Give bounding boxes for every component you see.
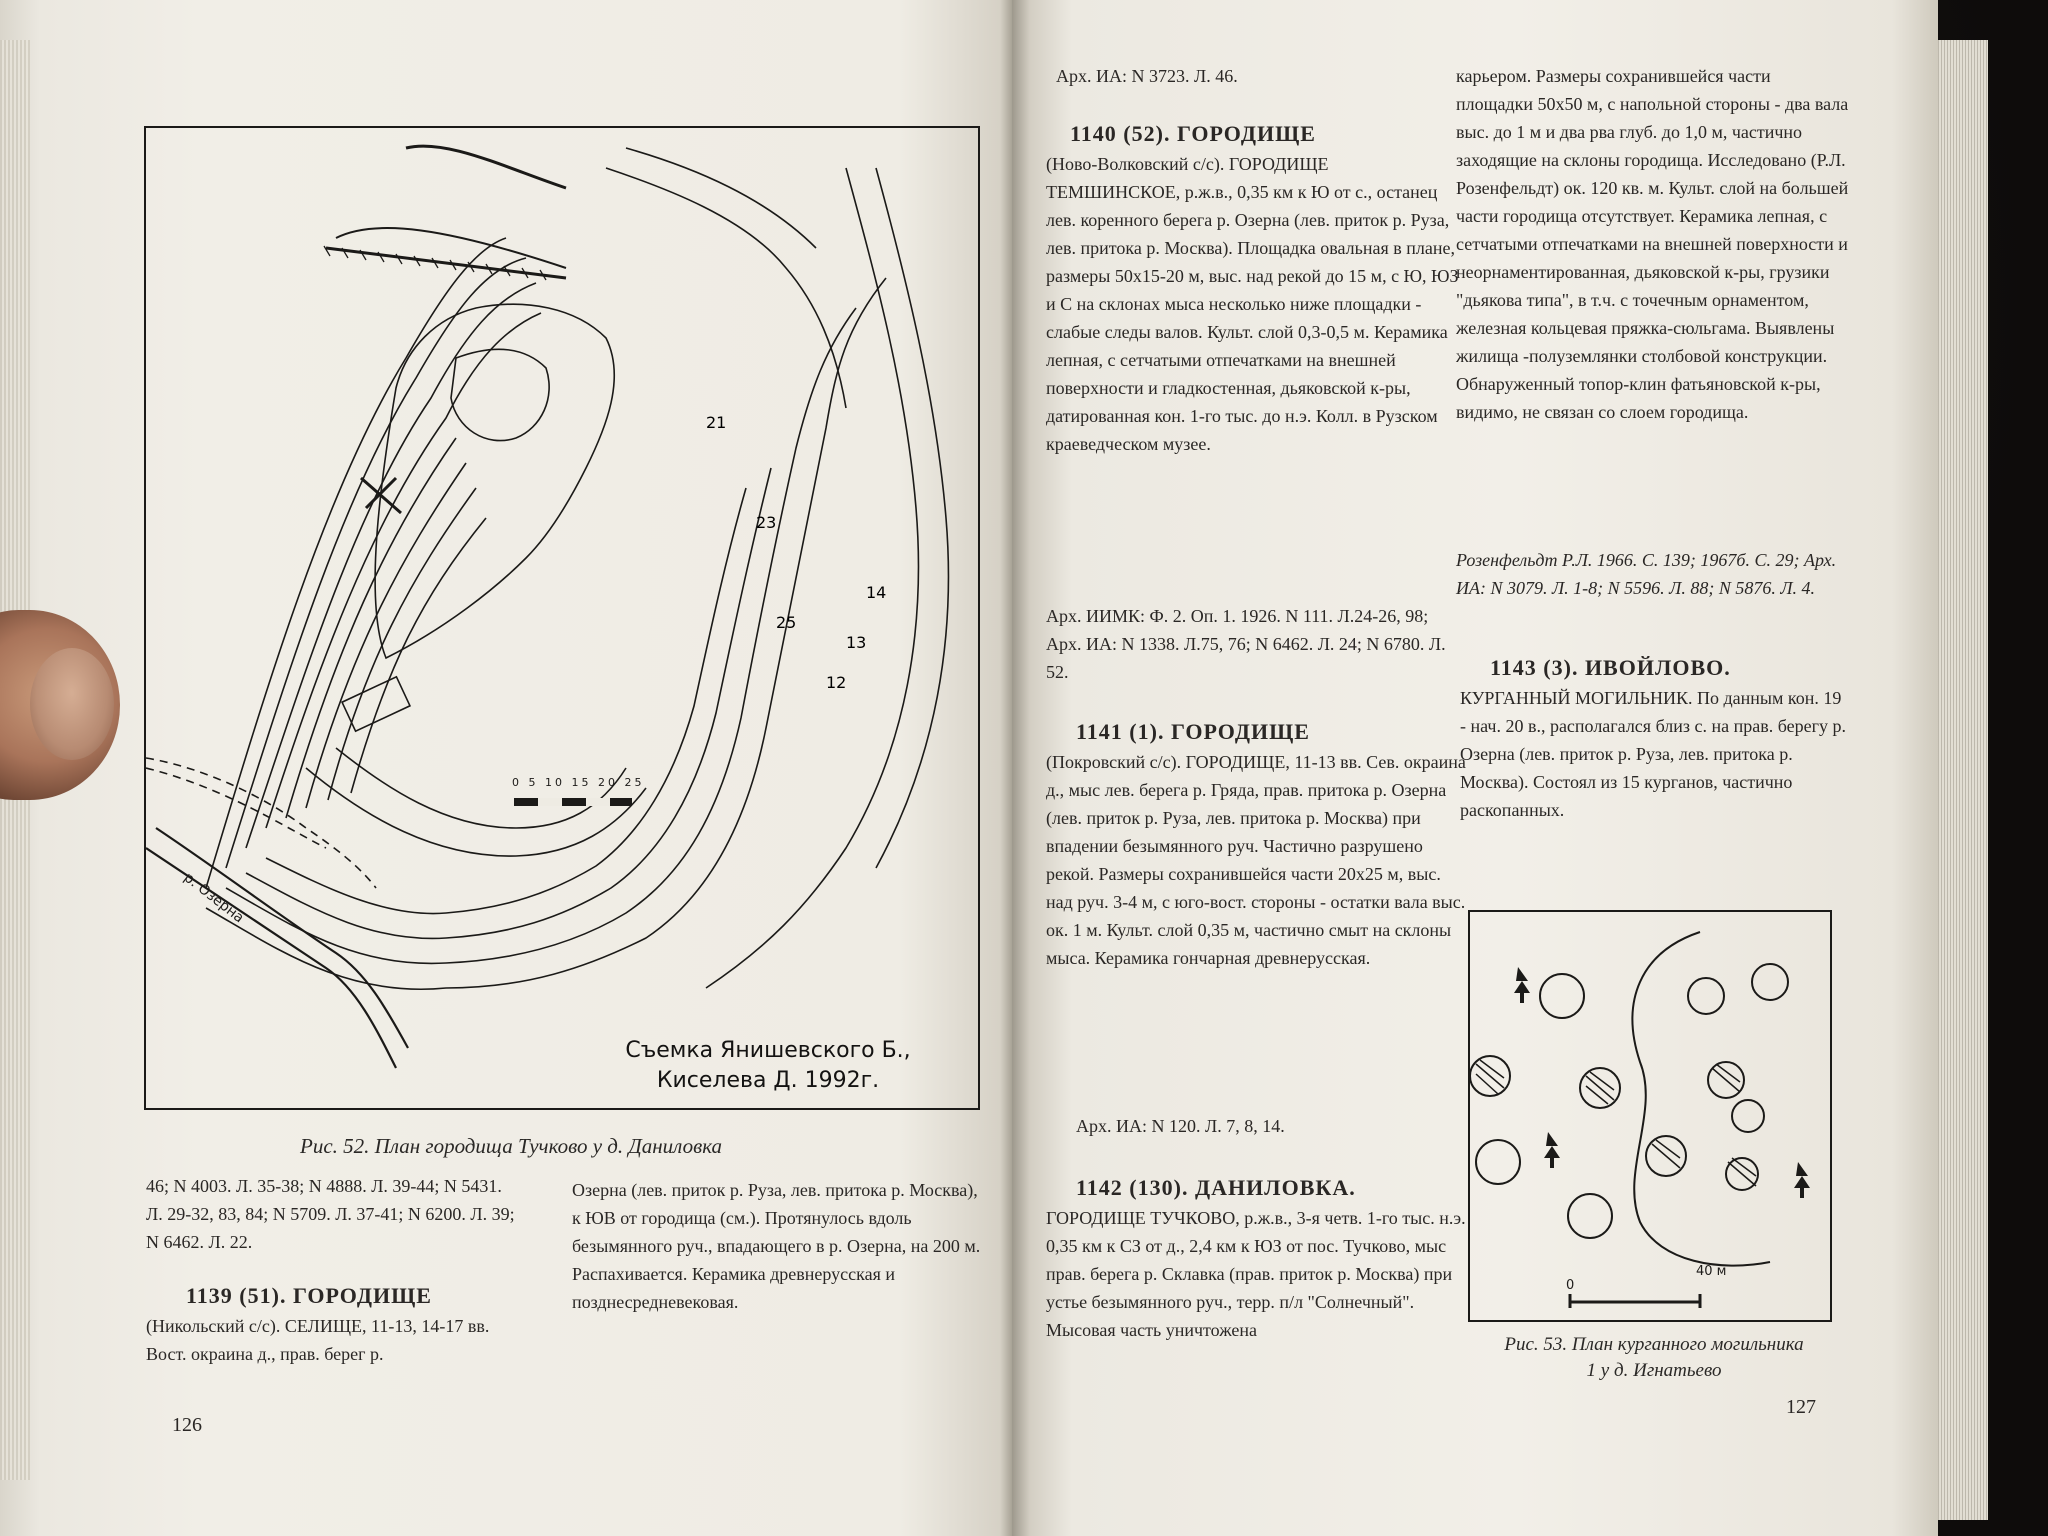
map-scale-bar: [514, 798, 632, 806]
entry-1142-heading: 1142 (130). ДАНИЛОВКА.: [1076, 1175, 1356, 1200]
entry-1140-text: (Ново-Волковский с/с). ГОРОДИЩЕ ТЕМШИНСКОЕ, р.ж.в., 0,35 км к Ю от с., останец лев. коренного берега р. Озерна (лев. приток р. Руза, лев. притока р. Москва). Площадка овальная в плане, размеры 50х15-20 м, выс. над рекой до 15 м, с Ю, ЮЗ и С на склонах мыса несколько ниже площадки - слабые следы валов. Культ. слой 0,3-0,5 м. Керамика лепная, с сетчатыми отпечатками на внешней поверхности и гладкостенная, дьяковской к-ры, датированная кон. 1-го тыс. до н.э. Колл. в Рузском краеведческом музее.: [1046, 154, 1459, 454]
entry-1142-text: ГОРОДИЩЕ ТУЧКОВО, р.ж.в., 3-я четв. 1-го тыс. н.э. 0,35 км к СЗ от д., 2,4 км к ЮЗ от пос. Тучково, мыс прав. берега р. Склавка (прав. приток р. Москва) при устье безымянного руч., терр. п/л "Солнечный". Мысовая часть уничтожена: [1046, 1208, 1466, 1340]
entry-1139-continued: Озерна (лев. приток р. Руза, лев. притока р. Москва), к ЮВ от городища (см.). Протянулось вдоль безымянного руч., впадающего в р. Озерна, на 200 м. Распахивается. Керамика древнерусская и позднесредневековая.: [572, 1180, 981, 1312]
figure-53-plan: [1468, 910, 1832, 1322]
entry-1140-heading: 1140 (52). ГОРОДИЩЕ: [1070, 121, 1316, 146]
contour-label: 21: [706, 413, 727, 432]
credit-line-1: Съемка Янишевского Б.,: [625, 1038, 911, 1063]
entry-1142-continued: карьером. Размеры сохранившейся части площадки 50х50 м, с напольной стороны - два вала выс. до 1 м и два рва глуб. до 1,0 м, частично заходящие на склоны городища. Исследовано (Р.Л. Розенфельдт) ок. 120 кв. м. Культ. слой на большей части городища отсутствует. Керамика лепная, с сетчатыми отпечатками на внешней поверхности и неорнаментированная, дьяковской к-ры, грузики "дьякова типа", в т.ч. с точечным орнаментом, железная кольцевая пряжка-сюльгама. Выявлены жилища -полуземлянки столбовой конструкции. Обнаруженный топор-клин фатьяновской к-ры, видимо, не связан со слоем городища.: [1456, 66, 1849, 422]
left-page: [0, 0, 1012, 1536]
entry-1143-heading: 1143 (3). ИВОЙЛОВО.: [1490, 655, 1731, 680]
contour-label: 14: [866, 583, 887, 602]
figure-52-map: [144, 126, 980, 1110]
refs-rozenfeldt: Розенфельдт Р.Л. 1966. С. 139; 1967б. С. 29; Арх. ИА: N 3079. Л. 1-8; N 5596. Л. 88; N 5876. Л. 4.: [1456, 550, 1837, 598]
tree-icons: [1514, 967, 1810, 1198]
fig53-scale-zero: 0: [1566, 1278, 1575, 1293]
contour-map: [146, 128, 978, 1108]
page-number-right: 127: [1786, 1396, 1816, 1418]
map-scale-label: 0 5 10 15 20 25: [512, 776, 645, 789]
contour-label: 25: [776, 613, 797, 632]
contour-label: 12: [826, 673, 847, 692]
entry-1140-archives: Арх. ИИМК: Ф. 2. Оп. 1. 1926. N 111. Л.24-26, 98; Арх. ИА: N 1338. Л.75, 76; N 6462. Л. 24; N 6780. Л. 52.: [1046, 606, 1446, 682]
fig53-caption-line2: 1 у д. Игнатьево: [1586, 1360, 1722, 1381]
contour-label: 23: [756, 513, 777, 532]
figure-52-caption: Рис. 52. План городища Тучково у д. Даниловка: [300, 1134, 722, 1158]
entry-1139-heading: 1139 (51). ГОРОДИЩЕ: [186, 1283, 432, 1308]
refs-continued: 46; N 4003. Л. 35-38; N 4888. Л. 39-44; N 5431. Л. 29-32, 83, 84; N 5709. Л. 37-41; N 6200. Л. 39; N 6462. Л. 22.: [146, 1176, 515, 1252]
credit-line-2: Киселева Д. 1992г.: [656, 1068, 880, 1093]
map-survey-credit: [578, 1036, 958, 1096]
page-number-left: 126: [172, 1414, 202, 1436]
entry-1141-text: (Покровский с/с). ГОРОДИЩЕ, 11-13 вв. Сев. окраина д., мыс лев. берега р. Гряда, прав. притока р. Озерна (лев. приток р. Руза, лев. притока р. Москва) при впадении безымянного руч. Частично разрушено рекой. Размеры сохранившейся части 20х25 м, выс. над руч. 3-4 м, с юго-вост. стороны - остатки вала выс. ок. 1 м. Культ. слой 0,35 м, частично смыт на склоны мыса. Керамика гончарная древнерусская.: [1046, 752, 1466, 968]
thumbnail: [30, 648, 114, 760]
entry-1143-text: КУРГАННЫЙ МОГИЛЬНИК. По данным кон. 19 - нач. 20 в., располагался близ с. на прав. берегу р. Озерна (лев. приток р. Руза, лев. притока р. Москва). Состоял из 15 курганов, частично раскопанных.: [1460, 688, 1847, 820]
fig53-caption-line1: Рис. 53. План курганного могильника: [1504, 1334, 1804, 1355]
archive-ref-top: Арх. ИА: N 3723. Л. 46.: [1056, 66, 1238, 86]
entry-1141-archives: Арх. ИА: N 120. Л. 7, 8, 14.: [1076, 1116, 1285, 1136]
figure-53-caption: [1464, 1332, 1844, 1384]
kurgan-plan: [1470, 912, 1830, 1320]
entry-1141-heading: 1141 (1). ГОРОДИЩЕ: [1076, 719, 1310, 744]
book-page-edges-right: [1930, 40, 1988, 1520]
map-river-label: р. Озерна: [180, 869, 247, 927]
entry-1139-text: (Никольский с/с). СЕЛИЩЕ, 11-13, 14-17 вв. Вост. окраина д., прав. берег р.: [146, 1316, 490, 1364]
fig53-scale-label: 40 м: [1696, 1264, 1727, 1279]
contour-label: 13: [846, 633, 867, 652]
